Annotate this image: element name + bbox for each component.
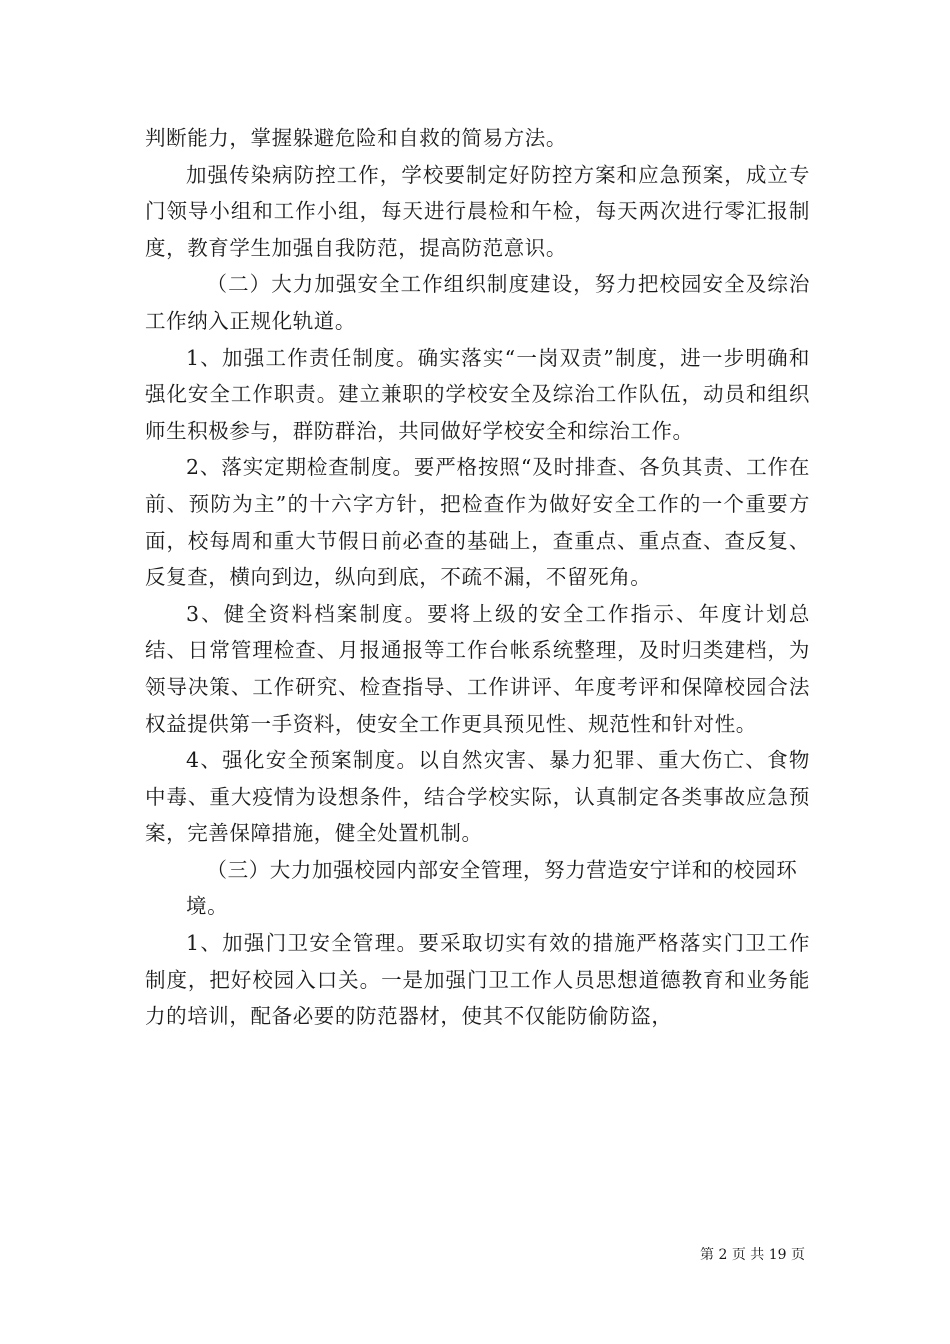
paragraph-epidemic-prevention: 加强传染病防控工作，学校要制定好防控方案和应急预案，成立专门领导小组和工作小组，每天进行晨检和午检，每天两次进行零汇报制度，教育学生加强自我防范，提高防范意识。 xyxy=(145,162,810,260)
paragraph-item-4: 4、强化安全预案制度。以自然灾害、暴力犯罪、重大伤亡、食物中毒、重大疫情为设想条件，结合学校实际，认真制定各类事故应急预案，完善保障措施，健全处置机制。 xyxy=(145,748,810,846)
paragraph-item-1: 1、加强工作责任制度。确实落实“一岗双责”制度，进一步明确和强化安全工作职责。建立兼职的学校安全及综治工作队伍，动员和组织师生积极参与，群防群治，共同做好学校安全和综治工作。 xyxy=(145,345,810,443)
section-heading-3: （三）大力加强校园内部安全管理，努力营造安宁详和的校园环 xyxy=(206,857,798,882)
section-heading-3-continuation: 境。 xyxy=(186,894,229,919)
paragraph-item-2: 2、落实定期检查制度。要严格按照“及时排查、各负其责、工作在前、预防为主”的十六字方针，把检查作为做好安全工作的一个重要方面，校每周和重大节假日前必查的基础上，查重点、重点查、查反复、反复查，横向到边，纵向到底，不疏不漏，不留死角。 xyxy=(145,455,810,590)
page-number-footer: 第 2 页 共 19 页 xyxy=(700,1247,805,1263)
paragraph-item-3: 3、健全资料档案制度。要将上级的安全工作指示、年度计划总结、日常管理检查、月报通报等工作台帐系统整理，及时归类建档，为领导决策、工作研究、检查指导、工作讲评、年度考评和保障校园合法权益提供第一手资料，使安全工作更具预见性、规范性和针对性。 xyxy=(145,601,810,736)
section-heading-2: （二）大力加强安全工作组织制度建设，努力把校园安全及综治工作纳入正规化轨道。 xyxy=(145,272,810,333)
paragraph-continuation: 判断能力，掌握躲避危险和自救的简易方法。 xyxy=(145,126,567,150)
paragraph-gate-security: 1、加强门卫安全管理。要采取切实有效的措施严格落实门卫工作制度，把好校园入口关。一是加强门卫工作人员思想道德教育和业务能力的培训，配备必要的防范器材，使其不仅能防偷防盗， xyxy=(145,931,810,1029)
document-body xyxy=(145,120,810,1035)
